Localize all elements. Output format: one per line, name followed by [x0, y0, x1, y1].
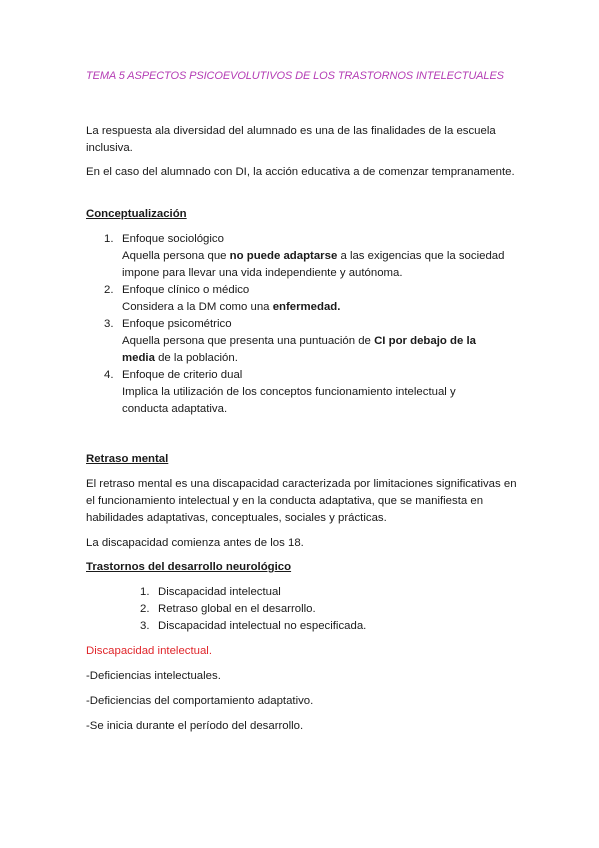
list-item-description: Aquella persona que presenta una puntuación de CI por debajo de la media de la población.: [122, 335, 476, 364]
discapacidad-line-2: -Deficiencias del comportamiento adaptativo.: [86, 695, 314, 707]
list-item-label: Retraso global en el desarrollo.: [158, 603, 316, 615]
list-item-label: Enfoque de criterio dual: [122, 369, 243, 381]
list-item-label: Discapacidad intelectual no especificada.: [158, 620, 367, 632]
conceptualizacion-heading: Conceptualización: [86, 208, 187, 220]
retraso-heading: Retraso mental: [86, 453, 169, 465]
list-item-label: Enfoque clínico o médico: [122, 284, 250, 296]
list-item: [104, 316, 494, 367]
retraso-paragraph-1: El retraso mental es una discapacidad caracterizada por limitaciones significativas en el funcionamiento intelectual y en la conducta adaptativa, que se manifiesta en habilidades adaptativas, conceptuales, sociales y prácticas.: [86, 478, 517, 524]
list-item-number: 1.: [140, 586, 150, 598]
discapacidad-line-1: -Deficiencias intelectuales.: [86, 670, 221, 682]
list-item-label: Discapacidad intelectual: [158, 586, 281, 598]
discapacidad-heading: Discapacidad intelectual.: [86, 645, 213, 657]
list-item-label: Enfoque sociológico: [122, 233, 224, 245]
list-item: [140, 584, 498, 601]
list-item-number: 2.: [104, 284, 114, 296]
discapacidad-line-3: -Se inicia durante el período del desarrollo.: [86, 720, 304, 732]
retraso-paragraph-2: La discapacidad comienza antes de los 18.: [86, 537, 304, 549]
intro-paragraph-2: En el caso del alumnado con DI, la acción educativa a de comenzar tempranamente.: [86, 166, 515, 178]
list-item-number: 3.: [140, 620, 150, 632]
list-item-number: 2.: [140, 603, 150, 615]
trastornos-heading: Trastornos del desarrollo neurológico: [86, 561, 292, 573]
list-item-number: 3.: [104, 318, 114, 330]
list-item: [104, 367, 494, 418]
list-item-description: Considera a la DM como una enfermedad.: [122, 301, 341, 313]
list-item: [104, 282, 517, 316]
list-item: [140, 618, 498, 635]
intro-paragraph-1: La respuesta ala diversidad del alumnado es una de las finalidades de la escuela inclusiva.: [86, 125, 496, 154]
list-item-description: Implica la utilización de los conceptos funcionamiento intelectual y conducta adaptativa.: [122, 386, 456, 415]
document-title: TEMA 5 ASPECTOS PSICOEVOLUTIVOS DE LOS TRASTORNOS INTELECTUALES: [86, 70, 504, 82]
list-item: [140, 601, 498, 618]
list-item-number: 4.: [104, 369, 114, 381]
list-item: [104, 231, 517, 282]
list-item-label: Enfoque psicométrico: [122, 318, 232, 330]
list-item-number: 1.: [104, 233, 114, 245]
list-item-description: Aquella persona que no puede adaptarse a las exigencias que la sociedad impone para llevar una vida independiente y autónoma.: [122, 250, 505, 279]
